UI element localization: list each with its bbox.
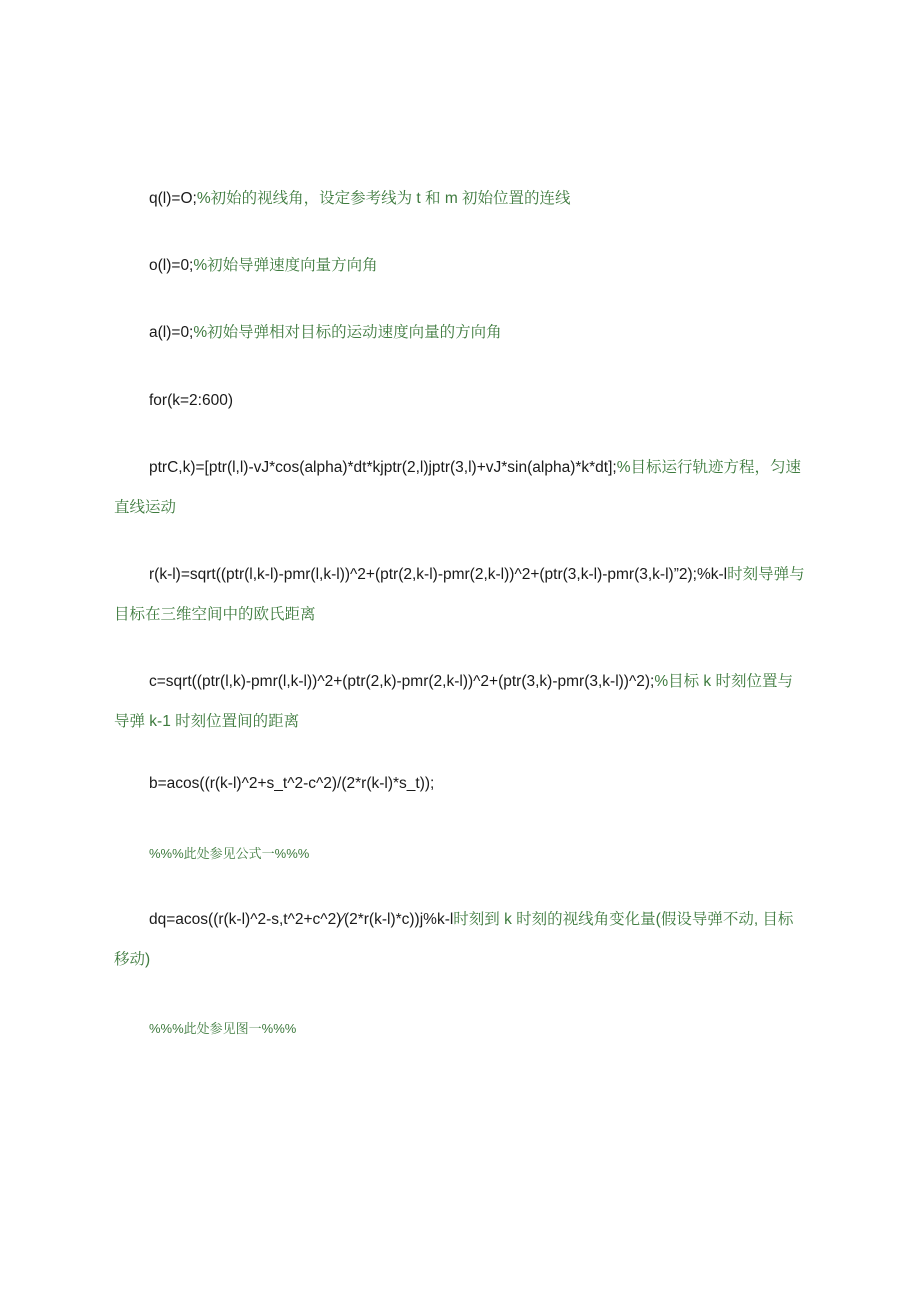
code-comment: %初始导弹相对目标的运动速度向量的方向角 [193,324,502,341]
code-line-figure-note [114,1009,808,1049]
code-line-distance-c [114,662,808,742]
code-line-initial-relative-angle [114,313,808,353]
code-comment: %初始导弹速度向量方向角 [193,257,378,274]
code-text: dq=acos((r(k-l)^2-s,t^2+c^2)⁄(2*r(k-l)*c))j%k-l [149,911,454,928]
code-text: o(l)=0; [149,257,194,274]
code-text: ptrC,k)=[ptr(l,l)-vJ*cos(alpha)*dt*kjptr(2,l)jptr(3,l)+vJ*sin(alpha)*k*dt]; [149,459,617,476]
code-comment: 时刻导弹与目标在三维空间中的欧氏距离 [114,566,805,623]
code-line-initial-los-angle [114,179,808,219]
code-text: b=acos((r(k-l)^2+s_t^2-c^2)/(2*r(k-l)*s_t)); [149,775,435,792]
code-line-for-loop [114,381,808,421]
code-text: q(l)=O; [149,190,197,207]
code-text: a(l)=0; [149,324,194,341]
code-comment: %初始的视线角，设定参考线为 t 和 m 初始位置的连线 [196,190,571,207]
code-line-initial-missile-angle [114,246,808,286]
code-line-angle-b [114,764,808,804]
code-comment: %%%此处参见图一%%% [149,1021,297,1036]
code-text: for(k=2:600) [149,392,234,409]
code-comment: %%%此处参见公式一%%% [149,846,310,861]
code-text: r(k-l)=sqrt((ptr(l,k-l)-pmr(l,k-l))^2+(ptr(2,k-l)-pmr(2,k-l))^2+(ptr(3,k-l)-pmr(3,k-l)”2);%k-l [149,566,728,583]
code-text: c=sqrt((ptr(l,k)-pmr(l,k-l))^2+(ptr(2,k)-pmr(2,k-l))^2+(ptr(3,k)-pmr(3,k-l))^2); [149,673,655,690]
code-comment: %目标 k 时刻位置与导弹 k-1 时刻位置间的距离 [114,673,793,730]
code-line-target-trajectory [114,448,808,528]
code-comment: %目标运行轨迹方程，匀速直线运动 [114,459,802,516]
code-line-distance-r [114,555,808,635]
code-line-dq [114,900,808,980]
code-comment: 时刻到 k 时刻的视线角变化量(假设导弹不动, 目标移动) [114,911,794,968]
code-line-formula-note [114,834,808,874]
